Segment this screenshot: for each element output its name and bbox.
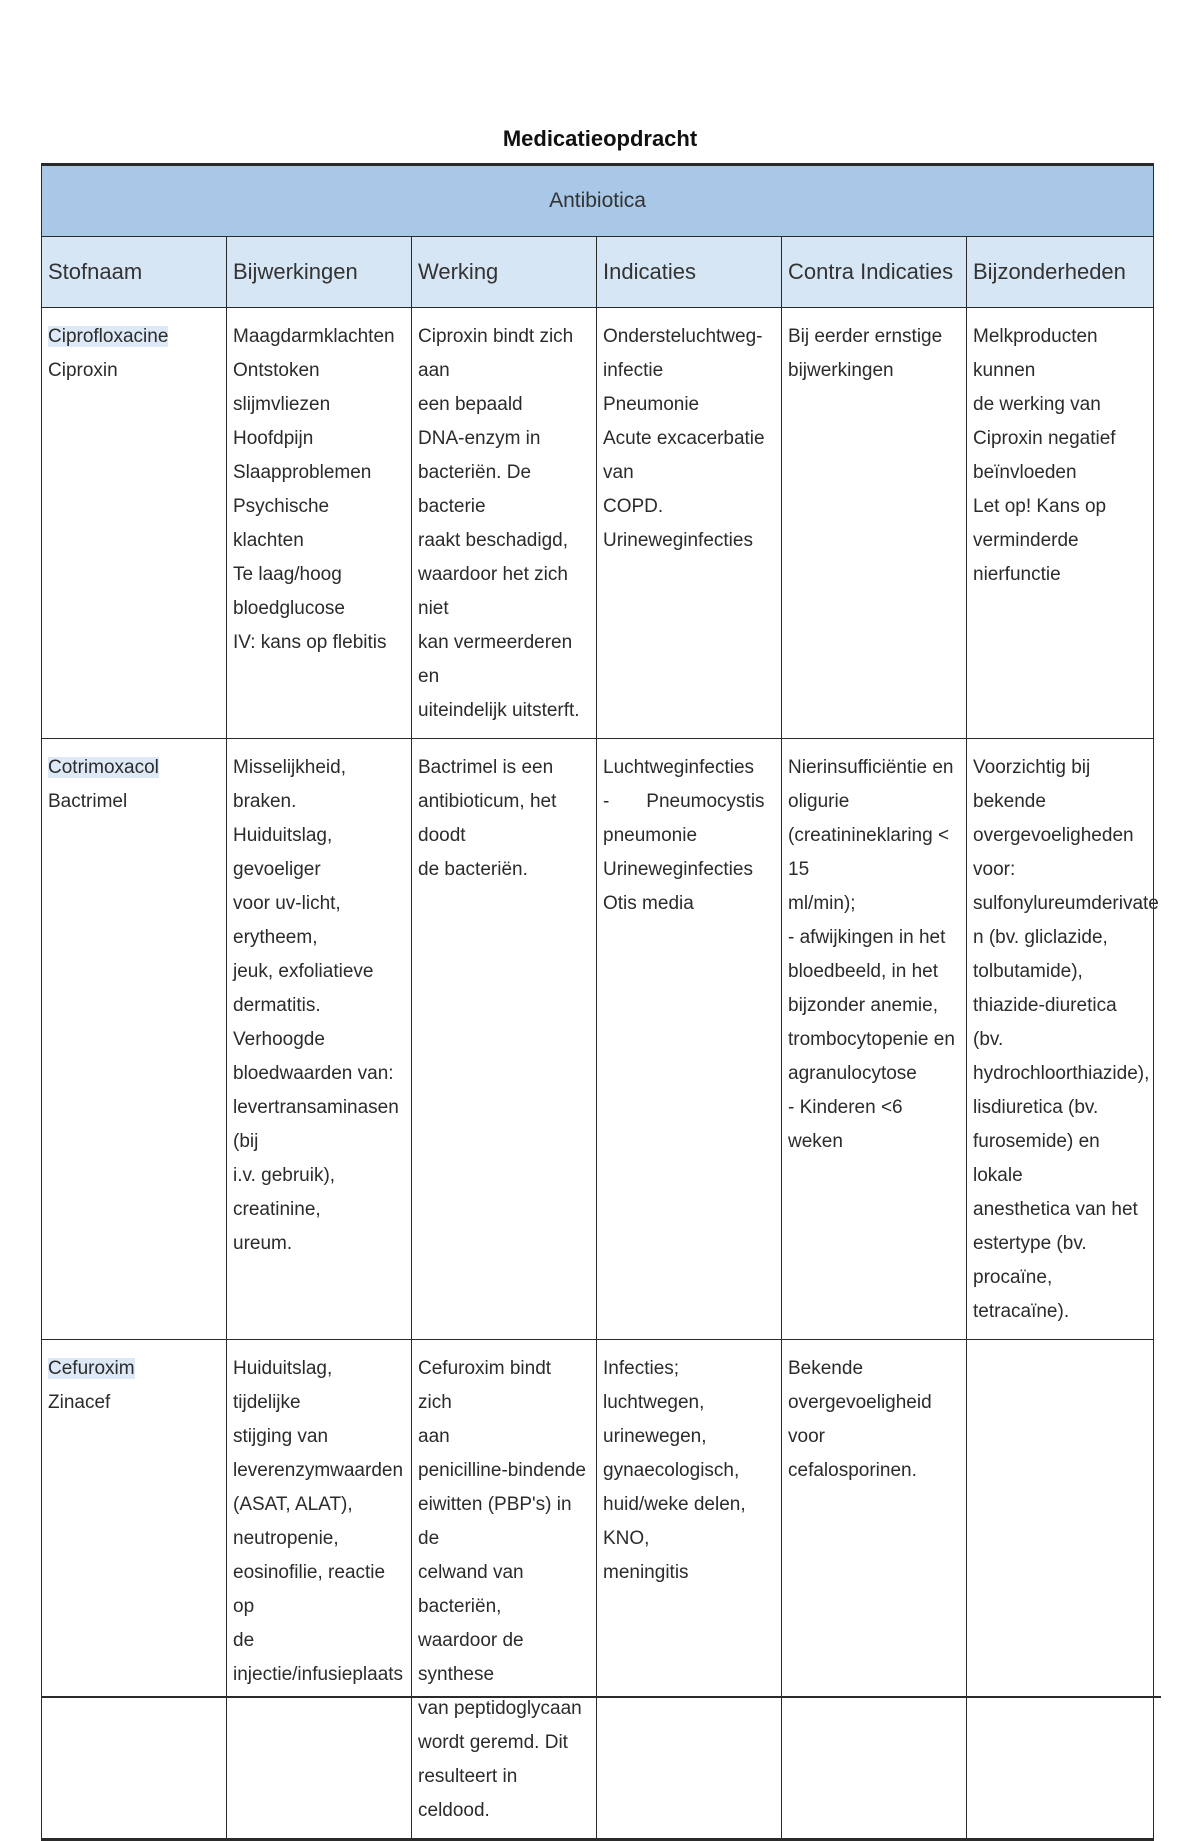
cell-line: furosemide) en lokale (973, 1131, 1106, 1186)
cell-line: (creatinineklaring < 15 (788, 825, 955, 880)
cell-line: tolbutamide), (973, 961, 1083, 982)
cell-line: bijwerkingen (788, 360, 894, 381)
cell-line: overgevoeligheden (973, 825, 1134, 846)
column-header-contra-indicaties: Contra Indicaties (782, 237, 967, 308)
page-title: Medicatieopdracht (502, 126, 698, 151)
cell-line: Ontstoken slijmvliezen (233, 360, 331, 415)
brand-name: Ciproxin (48, 360, 118, 381)
cell-line: tetracaïne). (973, 1301, 1070, 1322)
cell-line: Otis media (603, 893, 694, 914)
cell-line: de werking van (973, 394, 1101, 415)
cell-line: leverenzymwaarden (233, 1460, 404, 1481)
cell-line: Psychische klachten (233, 496, 335, 551)
cell-line: Infecties; luchtwegen, (603, 1358, 705, 1413)
table-row (42, 739, 1154, 1340)
cell-line: Huiduitslag, tijdelijke (233, 1358, 338, 1413)
cell-contra-indicaties (782, 308, 967, 739)
cell-line: cefalosporinen. (788, 1460, 917, 1481)
cell-line: Let op! Kans op (973, 496, 1107, 517)
cell-line: een bepaald (418, 394, 523, 415)
cell-line: Ondersteluchtweg- (603, 326, 763, 347)
cell-line: uiteindelijk uitsterft. (418, 700, 580, 721)
cell-line: levertransaminasen (bij (233, 1097, 405, 1152)
cell-bijwerkingen (227, 739, 412, 1340)
cell-line: thiazide-diuretica (bv. (973, 995, 1122, 1050)
table-row (42, 308, 1154, 739)
cell-line: Ciproxin negatief (973, 428, 1116, 449)
cell-indicaties (597, 308, 782, 739)
cell-line: penicilline-bindende (418, 1460, 586, 1481)
cell-line: stijging van (233, 1426, 329, 1447)
cell-line: bloedbeeld, in het (788, 961, 939, 982)
cell-line: Urineweginfecties (603, 530, 753, 551)
cell-bijwerkingen (227, 308, 412, 739)
cell-bijzonderheden (967, 739, 1159, 1340)
medication-table (41, 163, 1159, 1841)
column-header-indicaties: Indicaties (597, 237, 782, 308)
cell-line: resulteert in celdood. (418, 1766, 523, 1821)
cell-line: sulfonylureumderivate (973, 893, 1159, 914)
cell-line: voor uv-licht, erytheem, (233, 893, 346, 948)
cell-line: n (bv. gliclazide, (973, 927, 1108, 948)
cell-line: celwand van bacteriën, (418, 1562, 529, 1617)
cell-line: trombocytopenie en (788, 1029, 955, 1050)
stof-name: Ciprofloxacine (48, 326, 169, 347)
cell-line: eiwitten (PBP's) in de (418, 1494, 577, 1549)
cell-line: Hoofdpijn (233, 428, 314, 449)
bottom-rule (41, 1696, 1161, 1698)
cell-line: overgevoeligheid voor (788, 1392, 937, 1447)
cell-line: infectie (603, 360, 664, 381)
cell-line: Bij eerder ernstige (788, 326, 943, 347)
cell-line: wordt geremd. Dit (418, 1732, 568, 1753)
cell-line: voor: (973, 859, 1016, 880)
cell-line: bijzonder anemie, (788, 995, 938, 1016)
cell-line: Huiduitslag, gevoeliger (233, 825, 338, 880)
cell-stofnaam (42, 739, 227, 1340)
table-row (42, 1340, 1154, 1840)
cell-line: de injectie/infusieplaats (233, 1630, 404, 1685)
brand-name: Bactrimel (48, 791, 128, 812)
cell-line: bloedglucose (233, 598, 345, 619)
cell-werking (412, 739, 597, 1340)
cell-line: i.v. gebruik), creatinine, (233, 1165, 341, 1220)
cell-line: de bacteriën. (418, 859, 528, 880)
cell-line: COPD. (603, 496, 664, 517)
cell-line: Misselijkheid, braken. (233, 757, 352, 812)
cell-line: Cefuroxim bindt zich (418, 1358, 557, 1413)
column-header-stofnaam: Stofnaam (42, 237, 227, 308)
cell-line: huid/weke delen, KNO, (603, 1494, 751, 1549)
cell-line: Te laag/hoog (233, 564, 342, 585)
cell-line: (ASAT, ALAT), (233, 1494, 353, 1515)
cell-line: Maagdarmklachten (233, 326, 395, 347)
cell-line: aan (418, 1426, 450, 1447)
cell-line: van peptidoglycaan (418, 1698, 582, 1719)
cell-line: waardoor het zich niet (418, 564, 574, 619)
column-header-werking: Werking (412, 237, 597, 308)
cell-line: - Pneumocystis (603, 791, 765, 812)
cell-indicaties (597, 739, 782, 1340)
stof-name: Cefuroxim (48, 1358, 135, 1379)
cell-line: Bekende (788, 1358, 864, 1379)
cell-line: IV: kans op flebitis (233, 632, 387, 653)
cell-line: agranulocytose (788, 1063, 917, 1084)
cell-line: bloedwaarden van: (233, 1063, 394, 1084)
cell-werking (412, 308, 597, 739)
cell-line: Melkproducten kunnen (973, 326, 1103, 381)
cell-line: Nierinsufficiëntie en (788, 757, 954, 778)
stof-name: Cotrimoxacol (48, 757, 159, 778)
cell-bijwerkingen (227, 1340, 412, 1840)
cell-line: Bactrimel is een (418, 757, 554, 778)
cell-line: ureum. (233, 1233, 293, 1254)
brand-name: Zinacef (48, 1392, 111, 1413)
cell-line: estertype (bv. procaïne, (973, 1233, 1092, 1288)
cell-line: oligurie (788, 791, 850, 812)
cell-line: gynaecologisch, (603, 1460, 740, 1481)
column-header-bijwerkingen: Bijwerkingen (227, 237, 412, 308)
cell-line: neutropenie, (233, 1528, 339, 1549)
cell-stofnaam (42, 308, 227, 739)
cell-line: Voorzichtig bij bekende (973, 757, 1096, 812)
cell-line: anesthetica van het (973, 1199, 1138, 1220)
column-header-bijzonderheden: Bijzonderheden (967, 237, 1154, 308)
category-header: Antibiotica (42, 165, 1154, 237)
cell-line: Luchtweginfecties (603, 757, 755, 778)
cell-line: dermatitis. Verhoogde (233, 995, 326, 1050)
cell-line: Urineweginfecties (603, 859, 753, 880)
cell-line: DNA-enzym in (418, 428, 541, 449)
cell-line: Slaapproblemen (233, 462, 372, 483)
cell-line: urinewegen, (603, 1426, 707, 1447)
cell-line: Pneumonie (603, 394, 700, 415)
cell-line: - afwijkingen in het (788, 927, 946, 948)
cell-line: antibioticum, het doodt (418, 791, 562, 846)
cell-line: jeuk, exfoliatieve (233, 961, 374, 982)
cell-line: Acute excacerbatie van (603, 428, 770, 483)
cell-line: pneumonie (603, 825, 698, 846)
cell-line: hydrochloorthiazide), (973, 1063, 1150, 1084)
cell-line: lisdiuretica (bv. (973, 1097, 1099, 1118)
cell-line: - Kinderen <6 weken (788, 1097, 908, 1152)
cell-line: verminderde (973, 530, 1079, 551)
cell-bijzonderheden (967, 308, 1154, 739)
cell-line: ml/min); (788, 893, 856, 914)
cell-bijzonderheden (967, 1340, 1154, 1840)
cell-line: kan vermeerderen en (418, 632, 578, 687)
cell-indicaties (597, 1340, 782, 1840)
cell-stofnaam (42, 1340, 227, 1840)
cell-contra-indicaties (782, 1340, 967, 1840)
cell-line: Ciproxin bindt zich aan (418, 326, 579, 381)
cell-line: waardoor de synthese (418, 1630, 529, 1685)
cell-line: raakt beschadigd, (418, 530, 568, 551)
cell-werking (412, 1340, 597, 1840)
cell-line: beïnvloeden (973, 462, 1077, 483)
cell-line: meningitis (603, 1562, 689, 1583)
cell-line: bacteriën. De bacterie (418, 462, 537, 517)
cell-line: nierfunctie (973, 564, 1061, 585)
cell-contra-indicaties (782, 739, 967, 1340)
cell-line: eosinofilie, reactie op (233, 1562, 391, 1617)
